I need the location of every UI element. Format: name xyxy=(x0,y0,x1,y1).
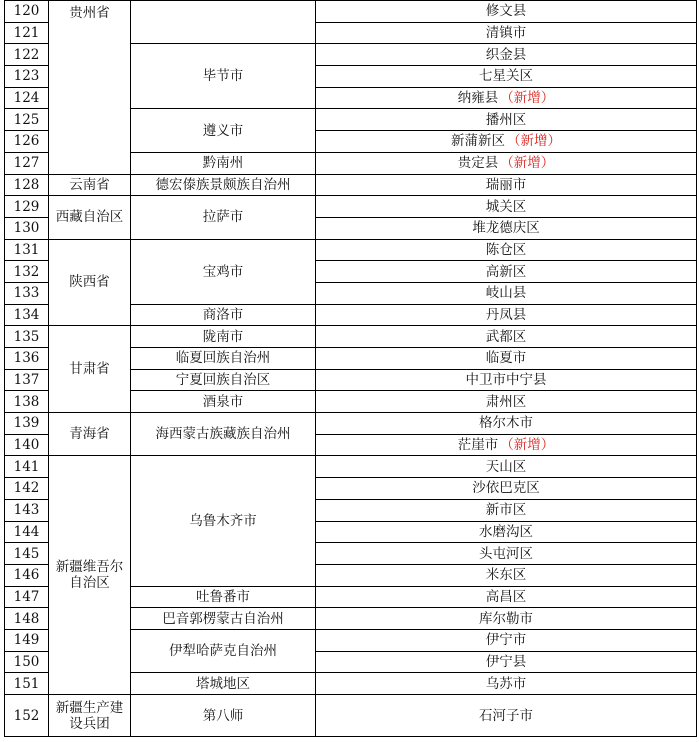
county-cell xyxy=(316,673,697,695)
county-cell xyxy=(316,456,697,478)
county-name: 茫崖市 xyxy=(457,437,499,454)
county-name: 临夏市 xyxy=(485,350,527,367)
county-cell xyxy=(316,695,697,737)
county-cell xyxy=(316,651,697,673)
county-name: 修文县 xyxy=(485,3,527,20)
table-row xyxy=(5,196,697,218)
county-name: 石河子市 xyxy=(479,707,533,724)
county-name: 纳雍县 xyxy=(457,90,499,107)
row-number: 135 xyxy=(5,326,49,348)
province-cell: 新疆生产建设兵团 xyxy=(49,695,131,737)
county-cell xyxy=(316,109,697,131)
city-cell: 临夏回族自治州 xyxy=(131,348,316,370)
province-cell: 陕西省 xyxy=(49,239,131,326)
province-cell: 新疆维吾尔自治区 xyxy=(49,456,131,695)
county-cell xyxy=(316,282,697,304)
row-number: 150 xyxy=(5,651,49,673)
city-cell: 黔南州 xyxy=(131,152,316,174)
city-cell: 酒泉市 xyxy=(131,391,316,413)
row-number: 133 xyxy=(5,282,49,304)
county-name: 新蒲新区 xyxy=(451,133,505,150)
county-cell xyxy=(316,543,697,565)
row-number: 147 xyxy=(5,586,49,608)
city-cell: 宁夏回族自治区 xyxy=(131,369,316,391)
province-cell: 甘肃省 xyxy=(49,326,131,413)
city-cell: 塔城地区 xyxy=(131,673,316,695)
county-cell xyxy=(316,44,697,66)
row-number: 120 xyxy=(5,1,49,23)
county-cell xyxy=(316,239,697,261)
row-number: 127 xyxy=(5,152,49,174)
county-cell xyxy=(316,196,697,218)
county-cell xyxy=(316,348,697,370)
table-row xyxy=(5,326,697,348)
county-name: 武都区 xyxy=(485,328,527,345)
county-cell xyxy=(316,22,697,44)
county-cell xyxy=(316,261,697,283)
row-number: 151 xyxy=(5,673,49,695)
row-number: 143 xyxy=(5,499,49,521)
county-cell xyxy=(316,608,697,630)
row-number: 141 xyxy=(5,456,49,478)
county-name: 贵定县 xyxy=(457,155,499,172)
row-number: 128 xyxy=(5,174,49,196)
province-cell: 青海省 xyxy=(49,413,131,456)
county-cell xyxy=(316,326,697,348)
city-cell: 陇南市 xyxy=(131,326,316,348)
county-cell xyxy=(316,391,697,413)
county-cell xyxy=(316,369,697,391)
county-name: 高昌区 xyxy=(485,588,527,605)
table-row xyxy=(5,695,697,737)
county-name: 织金县 xyxy=(485,46,527,63)
county-cell xyxy=(316,586,697,608)
county-cell xyxy=(316,521,697,543)
designation-table xyxy=(4,0,697,737)
county-name: 中卫市中宁县 xyxy=(465,372,547,389)
county-name: 天山区 xyxy=(485,458,527,475)
county-name: 瑞丽市 xyxy=(485,176,527,193)
county-name: 新市区 xyxy=(485,502,527,519)
county-name: 沙依巴克区 xyxy=(472,480,540,497)
city-cell: 毕节市 xyxy=(131,44,316,109)
row-number: 134 xyxy=(5,304,49,326)
county-name: 米东区 xyxy=(485,567,527,584)
county-cell xyxy=(316,131,697,153)
county-name: 格尔木市 xyxy=(479,415,533,432)
county-name: 头屯河区 xyxy=(479,545,533,562)
province-cell: 贵州省 xyxy=(49,1,131,175)
table-row xyxy=(5,239,697,261)
row-number: 123 xyxy=(5,66,49,88)
table-row xyxy=(5,413,697,435)
row-number: 152 xyxy=(5,695,49,737)
row-number: 149 xyxy=(5,629,49,651)
row-number: 125 xyxy=(5,109,49,131)
county-cell xyxy=(316,217,697,239)
county-name: 伊宁县 xyxy=(485,653,527,670)
row-number: 148 xyxy=(5,608,49,630)
county-cell xyxy=(316,174,697,196)
county-name: 高新区 xyxy=(485,263,527,280)
county-cell xyxy=(316,1,697,23)
row-number: 146 xyxy=(5,564,49,586)
city-cell: 宝鸡市 xyxy=(131,239,316,304)
county-cell xyxy=(316,499,697,521)
county-name: 库尔勒市 xyxy=(479,610,533,627)
city-cell: 拉萨市 xyxy=(131,196,316,239)
county-cell xyxy=(316,478,697,500)
city-cell xyxy=(131,1,316,44)
county-name: 水磨沟区 xyxy=(479,523,533,540)
county-name: 堆龙德庆区 xyxy=(472,220,540,237)
county-cell xyxy=(316,564,697,586)
county-name: 七星关区 xyxy=(479,68,533,85)
row-number: 138 xyxy=(5,391,49,413)
county-name: 岐山县 xyxy=(485,285,527,302)
row-number: 136 xyxy=(5,348,49,370)
new-addition-note: （新增） xyxy=(500,90,555,107)
city-cell: 乌鲁木齐市 xyxy=(131,456,316,586)
row-number: 131 xyxy=(5,239,49,261)
new-addition-note: （新增） xyxy=(507,133,561,150)
county-name: 城关区 xyxy=(485,198,527,215)
city-cell: 德宏傣族景颇族自治州 xyxy=(131,174,316,196)
row-number: 122 xyxy=(5,44,49,66)
new-addition-note: （新增） xyxy=(500,155,555,172)
province-cell: 云南省 xyxy=(49,174,131,196)
city-cell: 巴音郭楞蒙古自治州 xyxy=(131,608,316,630)
county-name: 清镇市 xyxy=(485,25,527,42)
row-number: 129 xyxy=(5,196,49,218)
county-name: 乌苏市 xyxy=(485,675,527,692)
county-cell xyxy=(316,152,697,174)
city-cell: 吐鲁番市 xyxy=(131,586,316,608)
row-number: 145 xyxy=(5,543,49,565)
new-addition-note: （新增） xyxy=(500,437,555,454)
county-name: 肃州区 xyxy=(485,393,527,410)
county-name: 陈仓区 xyxy=(485,241,527,258)
city-cell: 海西蒙古族藏族自治州 xyxy=(131,413,316,456)
row-number: 144 xyxy=(5,521,49,543)
county-cell xyxy=(316,413,697,435)
row-number: 132 xyxy=(5,261,49,283)
row-number: 140 xyxy=(5,434,49,456)
city-cell: 第八师 xyxy=(131,695,316,737)
county-cell xyxy=(316,434,697,456)
row-number: 139 xyxy=(5,413,49,435)
row-number: 121 xyxy=(5,22,49,44)
county-cell xyxy=(316,629,697,651)
city-cell: 商洛市 xyxy=(131,304,316,326)
county-name: 丹凤县 xyxy=(485,306,527,323)
county-name: 伊宁市 xyxy=(485,632,527,649)
row-number: 142 xyxy=(5,478,49,500)
county-name: 播州区 xyxy=(485,111,527,128)
county-cell xyxy=(316,66,697,88)
row-number: 124 xyxy=(5,87,49,109)
table-row xyxy=(5,456,697,478)
city-cell: 遵义市 xyxy=(131,109,316,152)
province-cell: 西藏自治区 xyxy=(49,196,131,239)
table-row xyxy=(5,174,697,196)
row-number: 137 xyxy=(5,369,49,391)
row-number: 126 xyxy=(5,131,49,153)
city-cell: 伊犁哈萨克自治州 xyxy=(131,629,316,672)
row-number: 130 xyxy=(5,217,49,239)
county-cell xyxy=(316,304,697,326)
county-cell xyxy=(316,87,697,109)
table-row xyxy=(5,1,697,23)
